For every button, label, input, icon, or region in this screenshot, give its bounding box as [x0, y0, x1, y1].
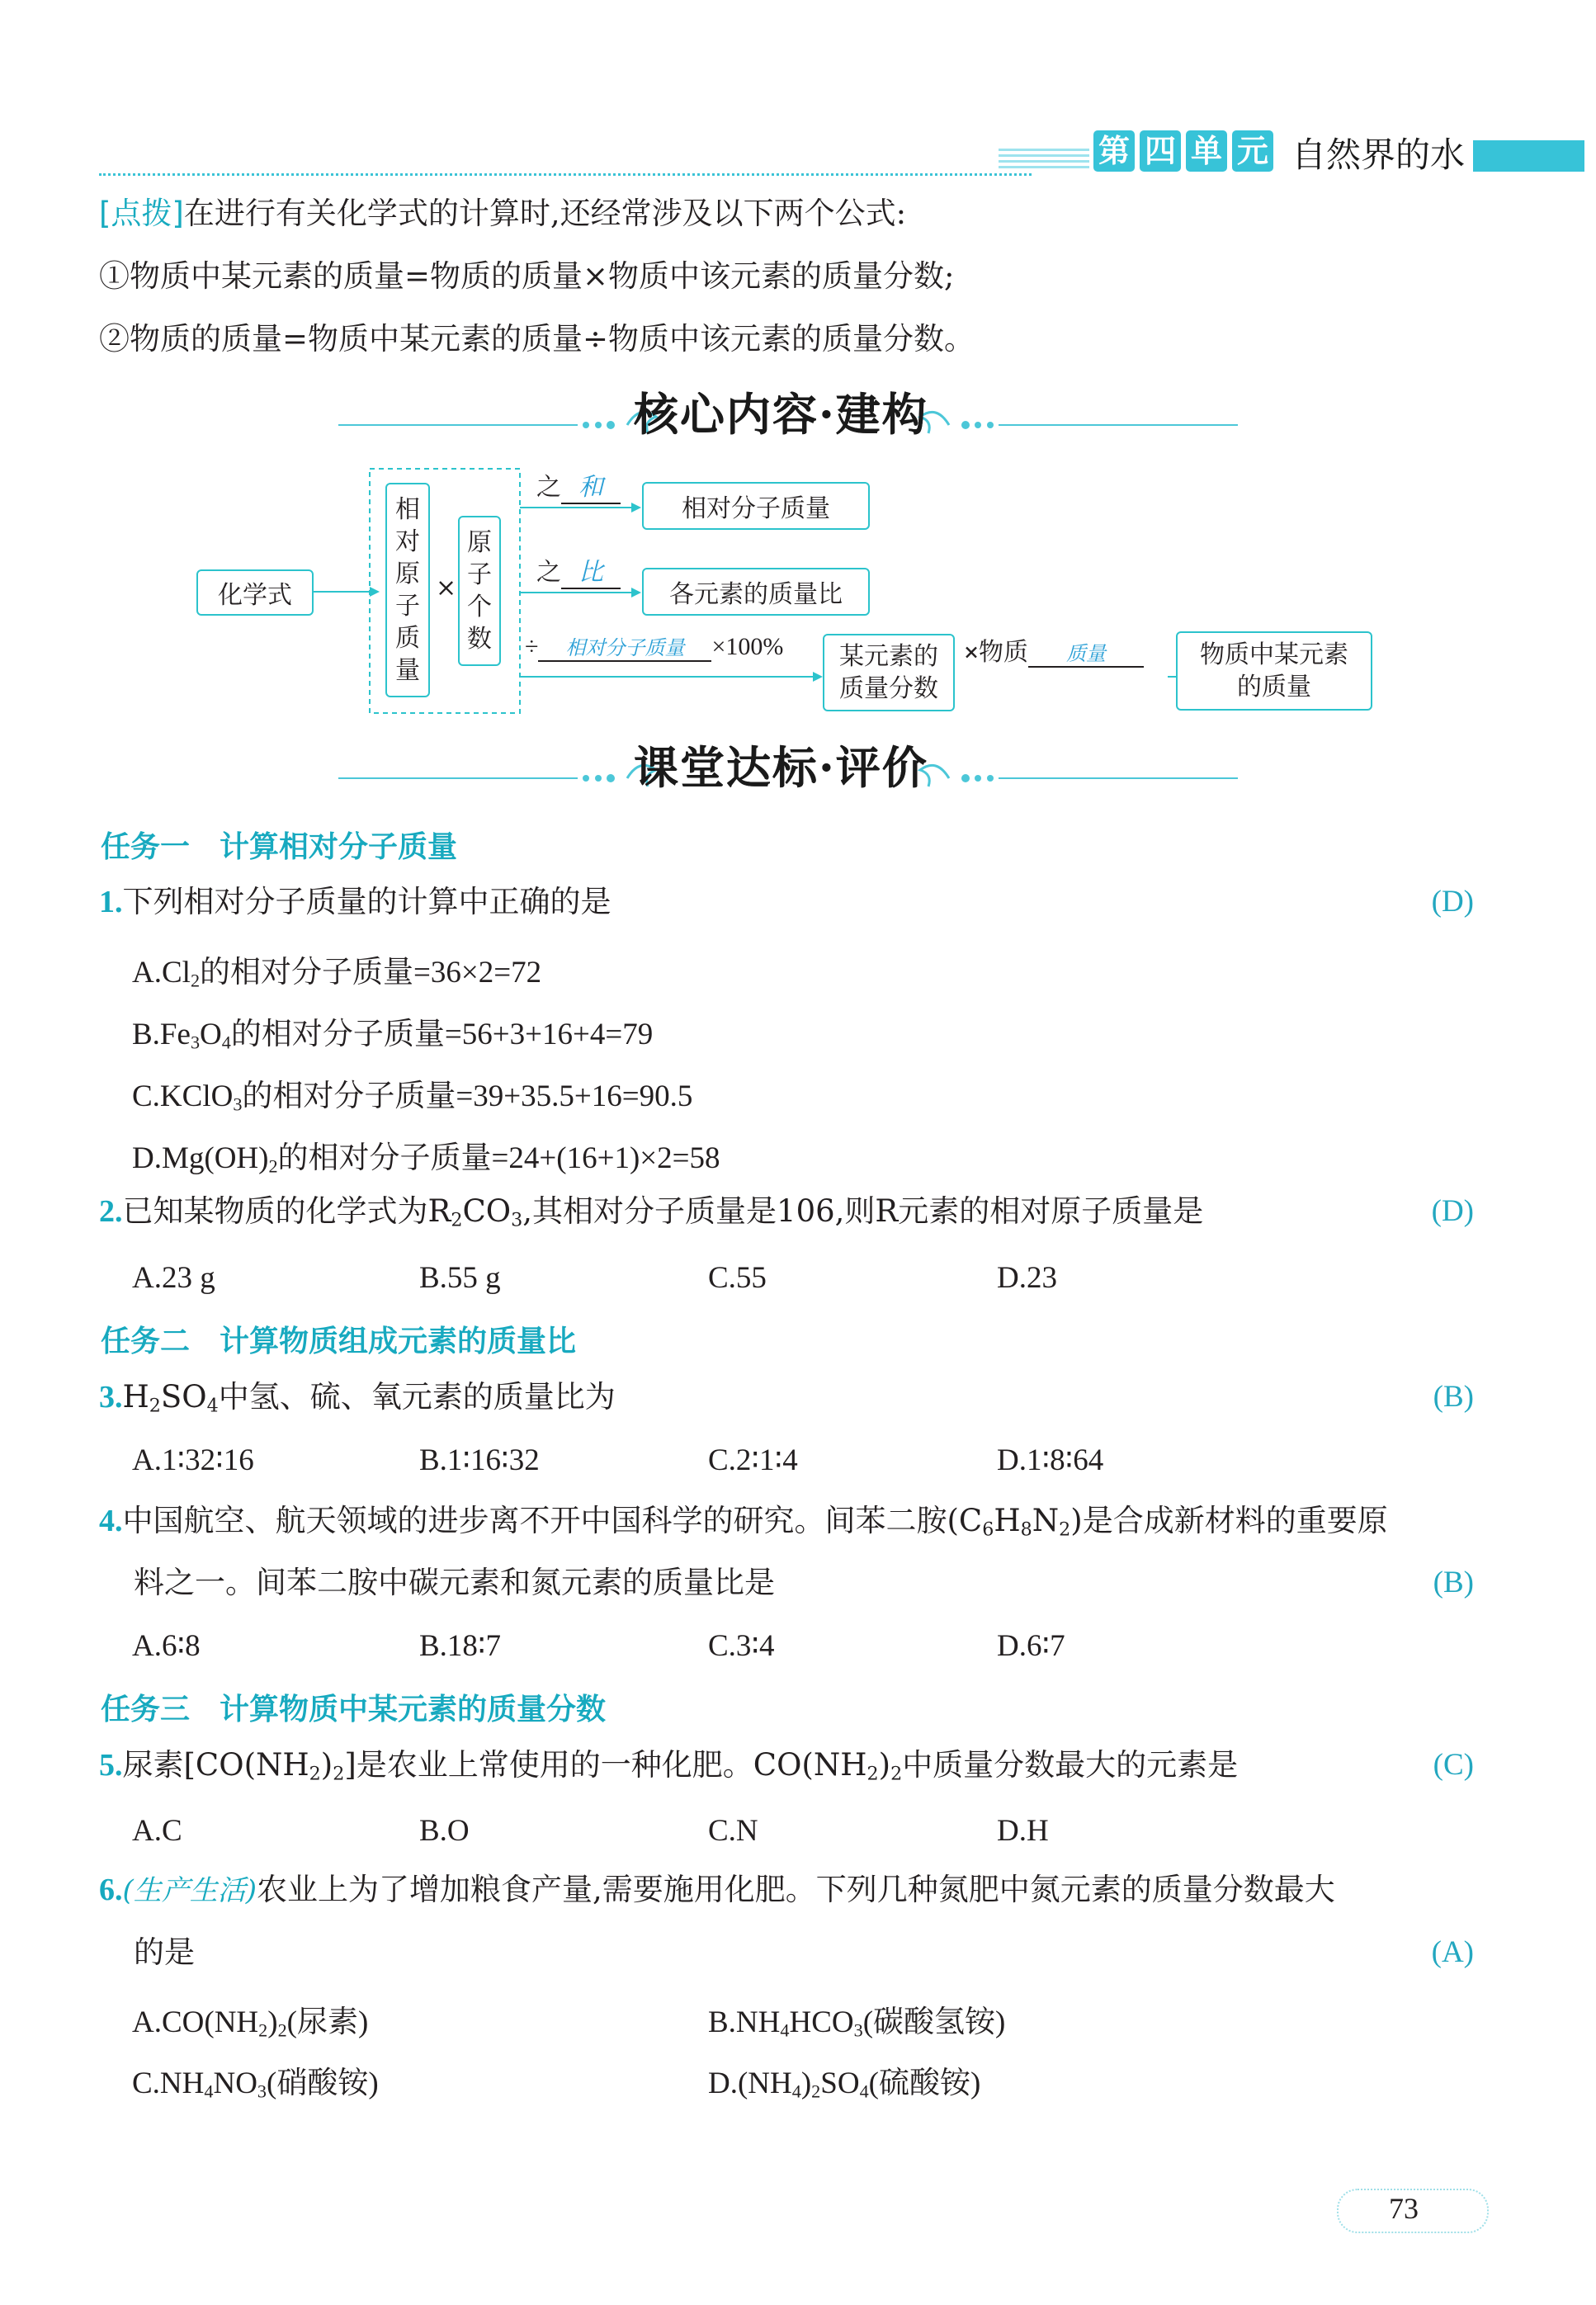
box-relative-molecular-mass: 相对分子质量 [642, 482, 870, 530]
option-a: A.6∶8 [132, 1629, 201, 1663]
question-stem: 中质量分数最大的元素是 [902, 1747, 1239, 1783]
option-b: B.55 g [419, 1261, 501, 1295]
question-number: 3. [99, 1380, 123, 1415]
unit-char: 四 [1140, 130, 1181, 172]
option-text: 的相对分子质量=24+(16+1)×2=58 [277, 1141, 720, 1175]
question-stem: 尿素[CO(NH [122, 1747, 309, 1783]
atoms-char: 子 [467, 560, 492, 589]
answer: (D) [1431, 1194, 1474, 1228]
atoms-char: 个 [467, 593, 492, 621]
question-number: 4. [99, 1504, 123, 1538]
option-b: B.O [419, 1814, 470, 1848]
rel-mass-char: 原 [395, 560, 420, 588]
option-c: C.N [708, 1814, 758, 1848]
label-ratio [536, 551, 621, 589]
option-text: (尿素) [286, 2005, 369, 2039]
rel-mass-char: 对 [395, 527, 420, 556]
option-text: 的相对分子质量=39+35.5+16=90.5 [242, 1079, 693, 1113]
label-times-substance [964, 631, 1144, 668]
question-4: 4.中国航空、航天领域的进步离不开中国科学的研究。间苯二胺$(C_6H_8N_2)$是合成新材料的重要原 [99, 1503, 1388, 1541]
answer: (C) [1433, 1748, 1474, 1782]
percent-label: ×100% [711, 633, 784, 660]
option-d: $D.(NH_4)_2SO_4$(硫酸铵) [708, 2066, 981, 2102]
question-5: 5.尿素$[CO(NH_2)_2]$是农业上常使用的一种化肥。$CO(NH_2)_2$中质量分数最大的元素是 [99, 1747, 1239, 1785]
task-heading: 任务二 计算物质组成元素的质量比 [101, 1325, 577, 1358]
option-a: A.23 g [132, 1261, 215, 1295]
box-element-mass [1176, 631, 1372, 711]
final-line: 的质量 [1237, 673, 1311, 701]
answer: (B) [1433, 1566, 1474, 1599]
option-c: $C.NH_4NO_3$(硝酸铵) [132, 2066, 379, 2102]
times-substance: ×物质 [964, 638, 1029, 667]
atoms-char: 原 [467, 528, 492, 557]
tip-text: 在进行有关化学式的计算时,还经常涉及以下两个公式: [183, 196, 907, 231]
fill-sum: 和 [561, 466, 621, 504]
question-6 [99, 1872, 1335, 1910]
label-zhi: 之 [536, 473, 561, 502]
question-stem: 农业上为了增加粮食产量,需要施用化肥。下列几种氮肥中氮元素的质量分数最大 [257, 1872, 1335, 1907]
box-relative-atomic-mass [385, 483, 430, 697]
task-heading: 任务一 计算相对分子质量 [101, 830, 458, 864]
question-stem: ,其相对分子质量是106,则R元素的相对原子质量是 [522, 1193, 1204, 1229]
question-stem: 下列相对分子质量的计算中正确的是 [122, 884, 611, 919]
answer: (B) [1433, 1380, 1474, 1414]
fill-molecular-mass: 相对分子质量 [538, 631, 711, 662]
option-b: B.18∶7 [419, 1629, 502, 1663]
option-c: C.3∶4 [708, 1629, 775, 1663]
unit-char: 单 [1186, 130, 1227, 172]
rel-mass-char: 质 [395, 624, 420, 653]
option-d: D.H [997, 1814, 1049, 1848]
section-title-practice: 课堂达标·评价 [634, 741, 928, 794]
fill-ratio: 比 [561, 551, 621, 589]
task-heading: 任务三 计算物质中某元素的质量分数 [101, 1693, 607, 1726]
tip-tag: [点拨] [99, 196, 184, 231]
question-stem: ) [320, 1747, 333, 1783]
fill-mass: 质量 [1028, 637, 1144, 668]
option-text: 的相对分子质量=36×2=72 [200, 956, 542, 990]
question-number: 2. [99, 1194, 123, 1229]
option-text: (硫酸铵) [868, 2066, 981, 2100]
answer: (D) [1431, 885, 1474, 919]
question-3: $3.H_2SO_4$中氢、硫、氧元素的质量比为 [99, 1379, 616, 1417]
answer: (A) [1431, 1935, 1474, 1969]
option-a: $A.CO(NH_2)_2$(尿素) [132, 2005, 369, 2041]
question-4-cont: 料之一。间苯二胺中碳元素和氮元素的质量比是 [134, 1565, 775, 1600]
option-c: C.2∶1∶4 [708, 1443, 798, 1477]
option-d: D.23 [997, 1261, 1057, 1295]
unit-char: 元 [1232, 130, 1273, 172]
box-atom-count [458, 516, 501, 666]
box-chemical-formula: 化学式 [196, 569, 314, 616]
question-6-cont: 的是 [134, 1934, 195, 1970]
option-a: A.C [132, 1814, 182, 1848]
option-d: D.1∶8∶64 [997, 1443, 1104, 1477]
fraction-line: 某元素的 [839, 642, 938, 671]
box-mass-fraction [823, 634, 955, 711]
tip-formula-2: ②物质的质量=物质中某元素的质量÷物质中该元素的质量分数。 [99, 321, 975, 357]
label-zhi: 之 [536, 558, 561, 587]
final-line: 物质中某元素 [1200, 640, 1348, 669]
option-b: $B.NH_4HCO_3$(碳酸氢铵) [708, 2005, 1006, 2041]
option-a: $A.Cl_2$的相对分子质量=36×2=72 [132, 956, 542, 991]
question-number: 1. [99, 885, 123, 919]
option-b: $B.Fe_3O_4$的相对分子质量=56+3+16+4=79 [132, 1018, 654, 1053]
header-title: 自然界的水 [1291, 135, 1466, 175]
atoms-char: 数 [467, 625, 492, 654]
option-text: (硝酸铵) [267, 2066, 379, 2100]
rel-mass-char: 子 [395, 592, 420, 621]
rel-mass-char: 相 [395, 495, 420, 524]
tip-formula-1: ①物质中某元素的质量=物质的质量×物质中该元素的质量分数; [99, 258, 955, 294]
div-sign: ÷ [525, 633, 539, 660]
option-b: B.1∶16∶32 [419, 1443, 540, 1477]
page-number: 73 [1389, 2192, 1419, 2225]
question-number: 6. [99, 1873, 123, 1907]
unit-char: 第 [1093, 130, 1135, 172]
rel-mass-char: 量 [395, 656, 420, 685]
question-stem: 已知某物质的化学式为R [122, 1193, 451, 1229]
option-c: C.KClO$_3$的相对分子质量=39+35.5+16=90.5 [132, 1079, 693, 1115]
fraction-line: 质量分数 [839, 674, 938, 703]
option-d: D.6∶7 [997, 1629, 1065, 1663]
option-c: C.55 [708, 1261, 767, 1295]
label-division [525, 631, 783, 662]
option-text: (碳酸氢铵) [862, 2005, 1006, 2039]
label-sum [536, 466, 621, 504]
option-d: $D.Mg(OH)_2$的相对分子质量=24+(16+1)×2=58 [132, 1141, 720, 1177]
question-number: 5. [99, 1748, 123, 1783]
section-title-core: 核心内容·建构 [634, 388, 928, 441]
option-a: A.1∶32∶16 [132, 1443, 254, 1477]
question-stem: 中氢、硫、氧元素的质量比为 [218, 1379, 616, 1415]
question-tag: (生产生活) [122, 1874, 257, 1907]
question-2: 2.已知某物质的化学式为$R_2CO_3$,其相对分子质量是106,则R元素的相对原子质量是 [99, 1193, 1204, 1231]
box-element-mass-ratio: 各元素的质量比 [642, 568, 870, 616]
question-stem: ]是农业上常使用的一种化肥。CO(NH [344, 1747, 867, 1783]
question-1 [99, 884, 611, 922]
option-text: 的相对分子质量=56+3+16+4=79 [230, 1018, 654, 1051]
question-stem: 中国航空、航天领域的进步离不开中国科学的研究。间苯二胺(C [122, 1503, 983, 1538]
times-sign: × [436, 574, 457, 602]
question-stem: )是合成新材料的重要原 [1070, 1503, 1388, 1538]
